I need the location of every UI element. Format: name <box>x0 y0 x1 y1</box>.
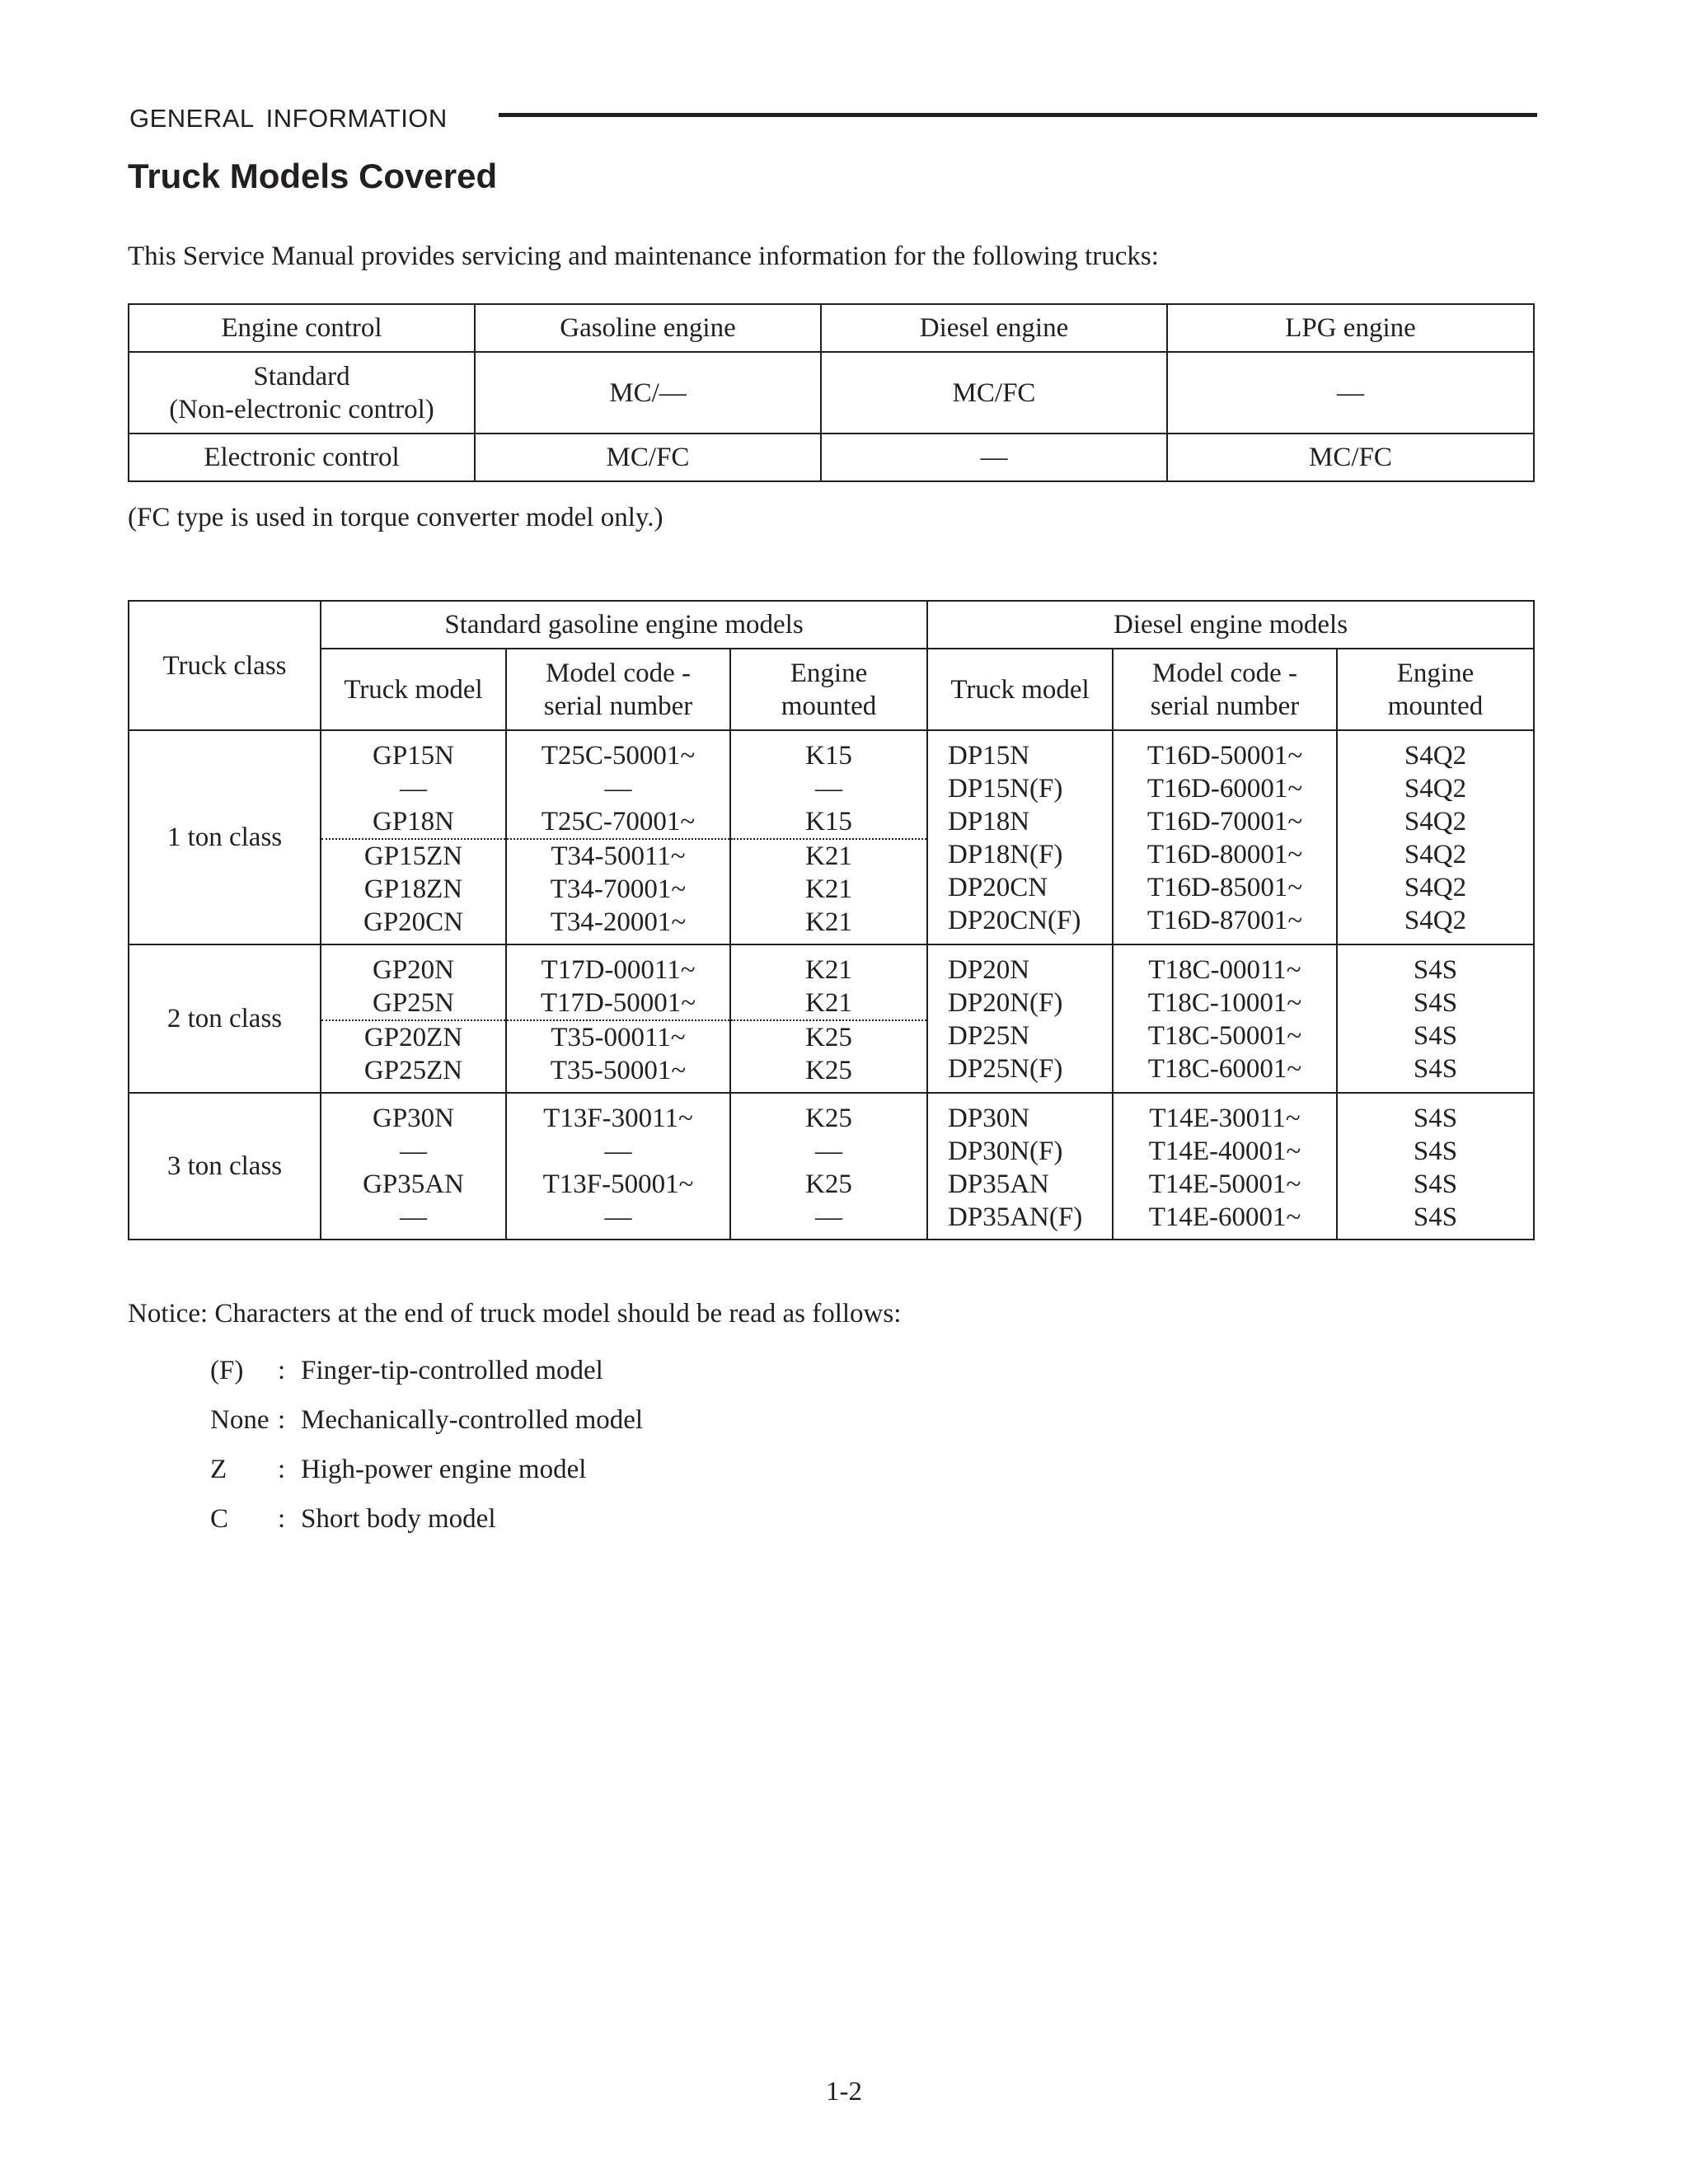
header-line: Model code - <box>1152 658 1297 688</box>
gas-model-code-cell <box>506 944 730 1093</box>
header-line: Truck model <box>344 674 483 705</box>
header-diesel-truck-model <box>927 649 1113 730</box>
table-cell-value: S4S <box>1413 955 1458 985</box>
header-gas-engine-mounted <box>730 649 927 730</box>
header-line: serial number <box>1150 691 1300 721</box>
table-cell-value: T16D-80001~ <box>1146 840 1303 869</box>
table-cell-value: S4Q2 <box>1404 840 1467 869</box>
gas-truck-model-cell <box>321 944 506 1093</box>
table-cell-value: S4Q2 <box>1404 774 1467 804</box>
row-label-line: (Non-electronic control) <box>169 394 434 424</box>
table-cell-value: T13F-30011~ <box>543 1104 693 1133</box>
header-rule <box>499 113 1537 117</box>
table-cell-value: S4S <box>1413 1137 1458 1166</box>
cell-gasoline: MC/— <box>475 352 821 434</box>
table-cell-value: T13F-50001~ <box>542 1169 694 1199</box>
header-engine-control: Engine control <box>129 304 475 352</box>
table-cell-value: T17D-50001~ <box>507 987 729 1021</box>
legend-colon: : <box>278 1455 286 1484</box>
table-cell-value: T34-70001~ <box>550 874 687 904</box>
header-diesel-models: Diesel engine models <box>927 601 1534 649</box>
page-title: Truck Models Covered <box>128 157 498 195</box>
header-line: Truck model <box>950 674 1090 705</box>
table-cell-value: — <box>815 1137 843 1166</box>
table-cell-value: DP35AN <box>948 1169 1049 1199</box>
table-cell-value: T25C-50001~ <box>541 741 696 771</box>
table-cell-value: K21 <box>805 907 852 937</box>
table-cell-value: K25 <box>805 1023 852 1052</box>
table-cell-value: T14E-50001~ <box>1148 1169 1301 1199</box>
gas-truck-model-cell <box>321 1093 506 1240</box>
table-cell-value: T14E-60001~ <box>1148 1202 1301 1232</box>
table-cell-value: GP30N <box>372 1104 455 1133</box>
row-label-standard <box>129 352 475 434</box>
notice-text: Notice: Characters at the end of truck model should be read as follows: <box>128 1299 902 1329</box>
table-cell-value: T18C-10001~ <box>1147 988 1302 1018</box>
legend-suffix: Z <box>210 1455 227 1484</box>
table-cell-value: DP30N(F) <box>948 1137 1063 1166</box>
page-number: 1-2 <box>826 2077 862 2107</box>
legend-colon: : <box>278 1356 286 1385</box>
table-cell-value: S4S <box>1413 1169 1458 1199</box>
table-cell-value: GP18N <box>321 805 505 840</box>
table-cell-value: S4Q2 <box>1404 873 1467 902</box>
gas-engine-cell <box>730 1093 927 1240</box>
engine-table-header-row <box>129 304 1534 352</box>
legend-suffix: C <box>210 1504 229 1534</box>
diesel-truck-model-cell <box>927 730 1113 944</box>
cell-gasoline: MC/FC <box>475 434 821 481</box>
table-cell-value: S4Q2 <box>1404 741 1467 771</box>
table-cell-value: S4S <box>1413 1104 1458 1133</box>
legend-description: Mechanically-controlled model <box>301 1405 644 1435</box>
cell-lpg: — <box>1167 352 1534 434</box>
section-label: GENERAL INFORMATION <box>129 104 448 133</box>
table-cell-value: DP20N <box>948 955 1030 985</box>
gas-model-code-cell <box>506 1093 730 1240</box>
table-cell-value: T16D-87001~ <box>1146 906 1303 935</box>
table-cell-value: T25C-70001~ <box>507 805 729 840</box>
table-cell-value: S4S <box>1413 1054 1458 1084</box>
row-label-electronic: Electronic control <box>129 434 475 481</box>
table-cell-value: T18C-00011~ <box>1148 955 1301 985</box>
table-cell-value: S4S <box>1413 1202 1458 1232</box>
table-cell-value: — <box>815 1202 843 1232</box>
diesel-truck-model-cell <box>927 944 1113 1093</box>
header-gasoline-models: Standard gasoline engine models <box>321 601 927 649</box>
table-cell-value: DP20N(F) <box>948 988 1063 1018</box>
table-cell-value: T34-50011~ <box>551 841 686 871</box>
engine-control-table <box>128 303 1535 482</box>
table-cell-value: GP15N <box>372 741 455 771</box>
header-line: Engine <box>790 658 868 688</box>
truck-class-cell: 1 ton class <box>129 730 321 944</box>
legend-suffix: None <box>210 1405 270 1435</box>
table-cell-value: T16D-50001~ <box>1146 741 1303 771</box>
table-cell-value: — <box>400 1137 427 1166</box>
table-cell-value: K15 <box>731 805 926 840</box>
intro-text: This Service Manual provides servicing and maintenance information for the following trucks: <box>128 241 1159 271</box>
table-cell-value: GP25N <box>321 987 505 1021</box>
table-cell-value: T14E-30011~ <box>1149 1104 1301 1133</box>
group-header-row <box>129 601 1534 649</box>
diesel-engine-cell <box>1337 730 1534 944</box>
cell-diesel: — <box>821 434 1167 481</box>
cell-lpg: MC/FC <box>1167 434 1534 481</box>
header-diesel-engine-mounted <box>1337 649 1534 730</box>
table-cell-value: K21 <box>805 841 852 871</box>
header-gas-truck-model <box>321 649 506 730</box>
table-cell-value: T16D-60001~ <box>1146 774 1303 804</box>
table-cell-value: DP15N(F) <box>948 774 1063 804</box>
truck-models-table <box>128 600 1535 1240</box>
truck-class-cell: 2 ton class <box>129 944 321 1093</box>
table-cell-value: T16D-70001~ <box>1146 807 1303 837</box>
table-cell-value: DP25N <box>948 1021 1030 1051</box>
table-cell-value: T34-20001~ <box>550 907 687 937</box>
header-diesel-engine: Diesel engine <box>821 304 1167 352</box>
table-cell-value: S4S <box>1413 1021 1458 1051</box>
table-cell-value: DP20CN(F) <box>948 906 1081 935</box>
header-truck-class: Truck class <box>129 601 321 730</box>
table-cell-value: K21 <box>805 955 852 985</box>
table-cell-value: — <box>604 1202 632 1232</box>
table-cell-value: — <box>400 774 427 804</box>
table-cell-value: GP18ZN <box>363 874 463 904</box>
table-cell-value: T35-00011~ <box>551 1023 686 1052</box>
table-cell-value: GP20N <box>372 955 455 985</box>
table-cell-value: K25 <box>805 1104 852 1133</box>
cell-diesel: MC/FC <box>821 352 1167 434</box>
truck-class-cell: 3 ton class <box>129 1093 321 1240</box>
legend-description: High-power engine model <box>301 1455 587 1484</box>
header-line: mounted <box>781 691 877 721</box>
table-cell-value: T16D-85001~ <box>1146 873 1303 902</box>
legend-description: Finger-tip-controlled model <box>301 1356 603 1385</box>
header-diesel-model-code <box>1113 649 1337 730</box>
table-cell-value: T18C-50001~ <box>1147 1021 1302 1051</box>
engine-table-row-electronic <box>129 434 1534 481</box>
table-cell-value: — <box>400 1202 427 1232</box>
table-cell-value: T14E-40001~ <box>1148 1137 1301 1166</box>
diesel-model-code-cell <box>1113 1093 1337 1240</box>
section-header <box>128 99 1537 137</box>
table-cell-value: DP15N <box>948 741 1030 771</box>
table-cell-value: GP35AN <box>363 1169 464 1199</box>
diesel-truck-model-cell <box>927 1093 1113 1240</box>
legend-colon: : <box>278 1504 286 1534</box>
truck-class-row <box>129 944 1534 1093</box>
legend-suffix: (F) <box>210 1356 244 1385</box>
truck-class-row <box>129 1093 1534 1240</box>
table-cell-value: S4S <box>1413 988 1458 1018</box>
engine-table-row-standard <box>129 352 1534 434</box>
gas-model-code-cell <box>506 730 730 944</box>
header-line: Engine <box>1396 658 1475 688</box>
table-cell-value: T35-50001~ <box>550 1056 687 1085</box>
legend-description: Short body model <box>301 1504 496 1534</box>
row-label-line: Standard <box>253 361 350 391</box>
table-cell-value: GP15ZN <box>363 841 463 871</box>
table-cell-value: — <box>604 774 632 804</box>
table-cell-value: S4Q2 <box>1404 807 1467 837</box>
diesel-engine-cell <box>1337 1093 1534 1240</box>
table-cell-value: DP20CN <box>948 873 1048 902</box>
table-cell-value: K25 <box>805 1169 852 1199</box>
table-cell-value: S4Q2 <box>1404 906 1467 935</box>
gas-engine-cell <box>730 944 927 1093</box>
truck-class-row <box>129 730 1534 944</box>
table-cell-value: K25 <box>805 1056 852 1085</box>
header-gas-model-code <box>506 649 730 730</box>
header-gasoline-engine: Gasoline engine <box>475 304 821 352</box>
header-line: serial number <box>543 691 693 721</box>
header-lpg-engine: LPG engine <box>1167 304 1534 352</box>
table-cell-value: DP35AN(F) <box>948 1202 1083 1232</box>
table-cell-value: DP18N <box>948 807 1030 837</box>
diesel-model-code-cell <box>1113 730 1337 944</box>
table-cell-value: DP18N(F) <box>948 840 1063 869</box>
sub-header-row <box>129 649 1534 730</box>
table-cell-value: — <box>604 1137 632 1166</box>
diesel-engine-cell <box>1337 944 1534 1093</box>
table-cell-value: DP30N <box>948 1104 1030 1133</box>
table-cell-value: — <box>815 774 843 804</box>
table-cell-value: DP25N(F) <box>948 1054 1063 1084</box>
table-cell-value: T18C-60001~ <box>1147 1054 1302 1084</box>
legend-colon: : <box>278 1405 286 1435</box>
header-line: mounted <box>1387 691 1484 721</box>
gas-truck-model-cell <box>321 730 506 944</box>
table-cell-value: T17D-00011~ <box>541 955 696 985</box>
table-cell-value: K21 <box>805 874 852 904</box>
fc-note: (FC type is used in torque converter model only.) <box>128 503 663 532</box>
table-cell-value: K21 <box>731 987 926 1021</box>
gas-engine-cell <box>730 730 927 944</box>
diesel-model-code-cell <box>1113 944 1337 1093</box>
table-cell-value: GP20CN <box>363 907 464 937</box>
table-cell-value: GP20ZN <box>363 1023 463 1052</box>
table-cell-value: GP25ZN <box>363 1056 463 1085</box>
table-cell-value: K15 <box>805 741 852 771</box>
header-line: Model code - <box>546 658 691 688</box>
